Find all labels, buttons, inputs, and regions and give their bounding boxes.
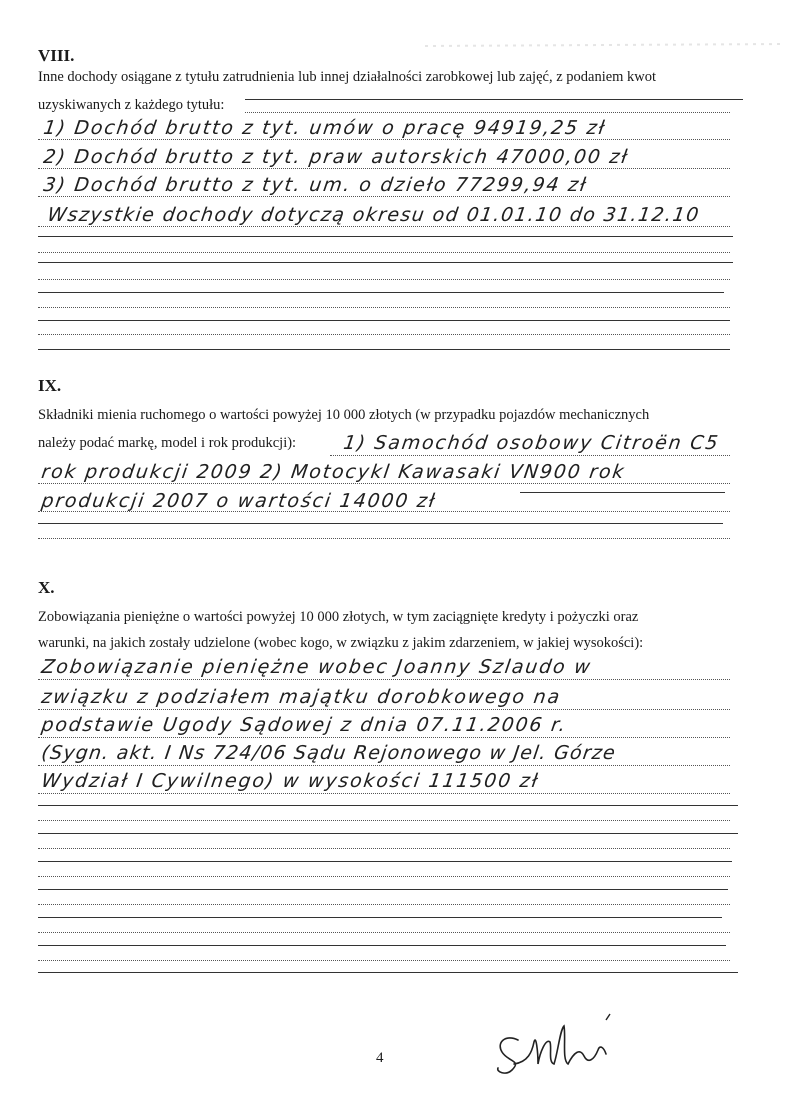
section-viii-title: VIII. — [38, 46, 75, 65]
handwritten-strike-line — [38, 889, 728, 890]
dotted-line — [38, 334, 730, 335]
handwritten-strike-line — [38, 262, 733, 263]
dotted-line — [38, 932, 730, 933]
handwritten-strike-line — [38, 833, 738, 834]
handwritten-liability-line-2: związku z podziałem majątku dorobkowego na — [40, 686, 563, 708]
section-viii-description-line1: Inne dochody osiągane z tytułu zatrudnienia lub innej działalności zarobkowej lub zajęć, z podaniem kwot — [38, 69, 657, 85]
handwritten-income-period: Wszystkie dochody dotyczą okresu od 01.01.10 do 31.12.10 — [46, 204, 702, 226]
handwritten-liability-line-5: Wydział I Cywilnego) w wysokości 111500 zł — [40, 770, 541, 792]
handwritten-underline — [245, 99, 743, 100]
dotted-line — [38, 709, 730, 710]
handwritten-strike-line — [38, 805, 738, 806]
handwritten-strike-line — [38, 523, 723, 524]
dotted-line — [38, 279, 730, 280]
dotted-line — [38, 876, 730, 877]
scan-smudge — [425, 38, 785, 54]
dotted-line — [38, 307, 730, 308]
dotted-line — [38, 196, 730, 197]
dotted-line — [330, 455, 730, 456]
page-number: 4 — [376, 1050, 384, 1066]
handwritten-strike-line — [520, 492, 725, 493]
handwritten-asset-entry-3: produkcji 2007 o wartości 14000 zł — [40, 490, 438, 512]
dotted-line — [38, 793, 730, 794]
dotted-line — [38, 848, 730, 849]
handwritten-asset-entry-1: 1) Samochód osobowy Citroën C5 — [342, 432, 721, 454]
section-ix-description-line2: należy podać markę, model i rok produkcji): — [38, 435, 297, 451]
handwritten-strike-line — [38, 972, 738, 973]
handwritten-liability-line-3: podstawie Ugody Sądowej z dnia 07.11.2006 r. — [40, 714, 569, 736]
handwritten-strike-line — [38, 349, 730, 350]
section-ix-description-line1: Składniki mienia ruchomego o wartości powyżej 10 000 złotych (w przypadku pojazdów mechanicznych — [38, 407, 650, 423]
dotted-line — [38, 765, 730, 766]
section-x-description-line1: Zobowiązania pieniężne o wartości powyżej 10 000 złotych, w tym zaciągnięte kredyty i pożyczki oraz — [38, 609, 639, 625]
section-x-description-line2: warunki, na jakich zostały udzielone (wobec kogo, w związku z jakim zdarzeniem, w jakiej wysokości): — [38, 635, 644, 651]
handwritten-income-entry-3: 3) Dochód brutto z tyt. um. o dzieło 77299,94 zł — [42, 174, 589, 196]
section-x-title: X. — [38, 578, 55, 597]
dotted-line — [38, 904, 730, 905]
handwritten-strike-line — [38, 236, 733, 237]
dotted-line — [245, 112, 730, 113]
dotted-line — [38, 538, 730, 539]
handwritten-income-entry-1: 1) Dochód brutto z tyt. umów o pracę 94919,25 zł — [42, 117, 608, 139]
handwritten-strike-line — [38, 292, 724, 293]
handwritten-strike-line — [38, 320, 730, 321]
handwritten-liability-line-1: Zobowiązanie pieniężne wobec Joanny Szlaudo w — [40, 656, 594, 678]
dotted-line — [38, 168, 730, 169]
handwritten-asset-entry-2: rok produkcji 2009 2) Motocykl Kawasaki VN900 rok — [40, 461, 627, 483]
dotted-line — [38, 820, 730, 821]
dotted-line — [38, 139, 730, 140]
dotted-line — [38, 226, 730, 227]
dotted-line — [38, 960, 730, 961]
handwritten-liability-line-4: (Sygn. akt. I Ns 724/06 Sądu Rejonowego w Jel. Górze — [40, 742, 618, 764]
dotted-line — [38, 737, 730, 738]
handwritten-income-entry-2: 2) Dochód brutto z tyt. praw autorskich 47000,00 zł — [42, 146, 631, 168]
dotted-line — [38, 679, 730, 680]
section-ix-title: IX. — [38, 376, 62, 395]
handwritten-strike-line — [38, 917, 722, 918]
handwritten-strike-line — [38, 945, 726, 946]
dotted-line — [38, 483, 730, 484]
section-viii-description-line2: uzyskiwanych z każdego tytułu: — [38, 97, 225, 113]
handwritten-strike-line — [38, 861, 732, 862]
signature — [488, 1012, 618, 1082]
dotted-line — [38, 511, 730, 512]
dotted-line — [38, 252, 730, 253]
